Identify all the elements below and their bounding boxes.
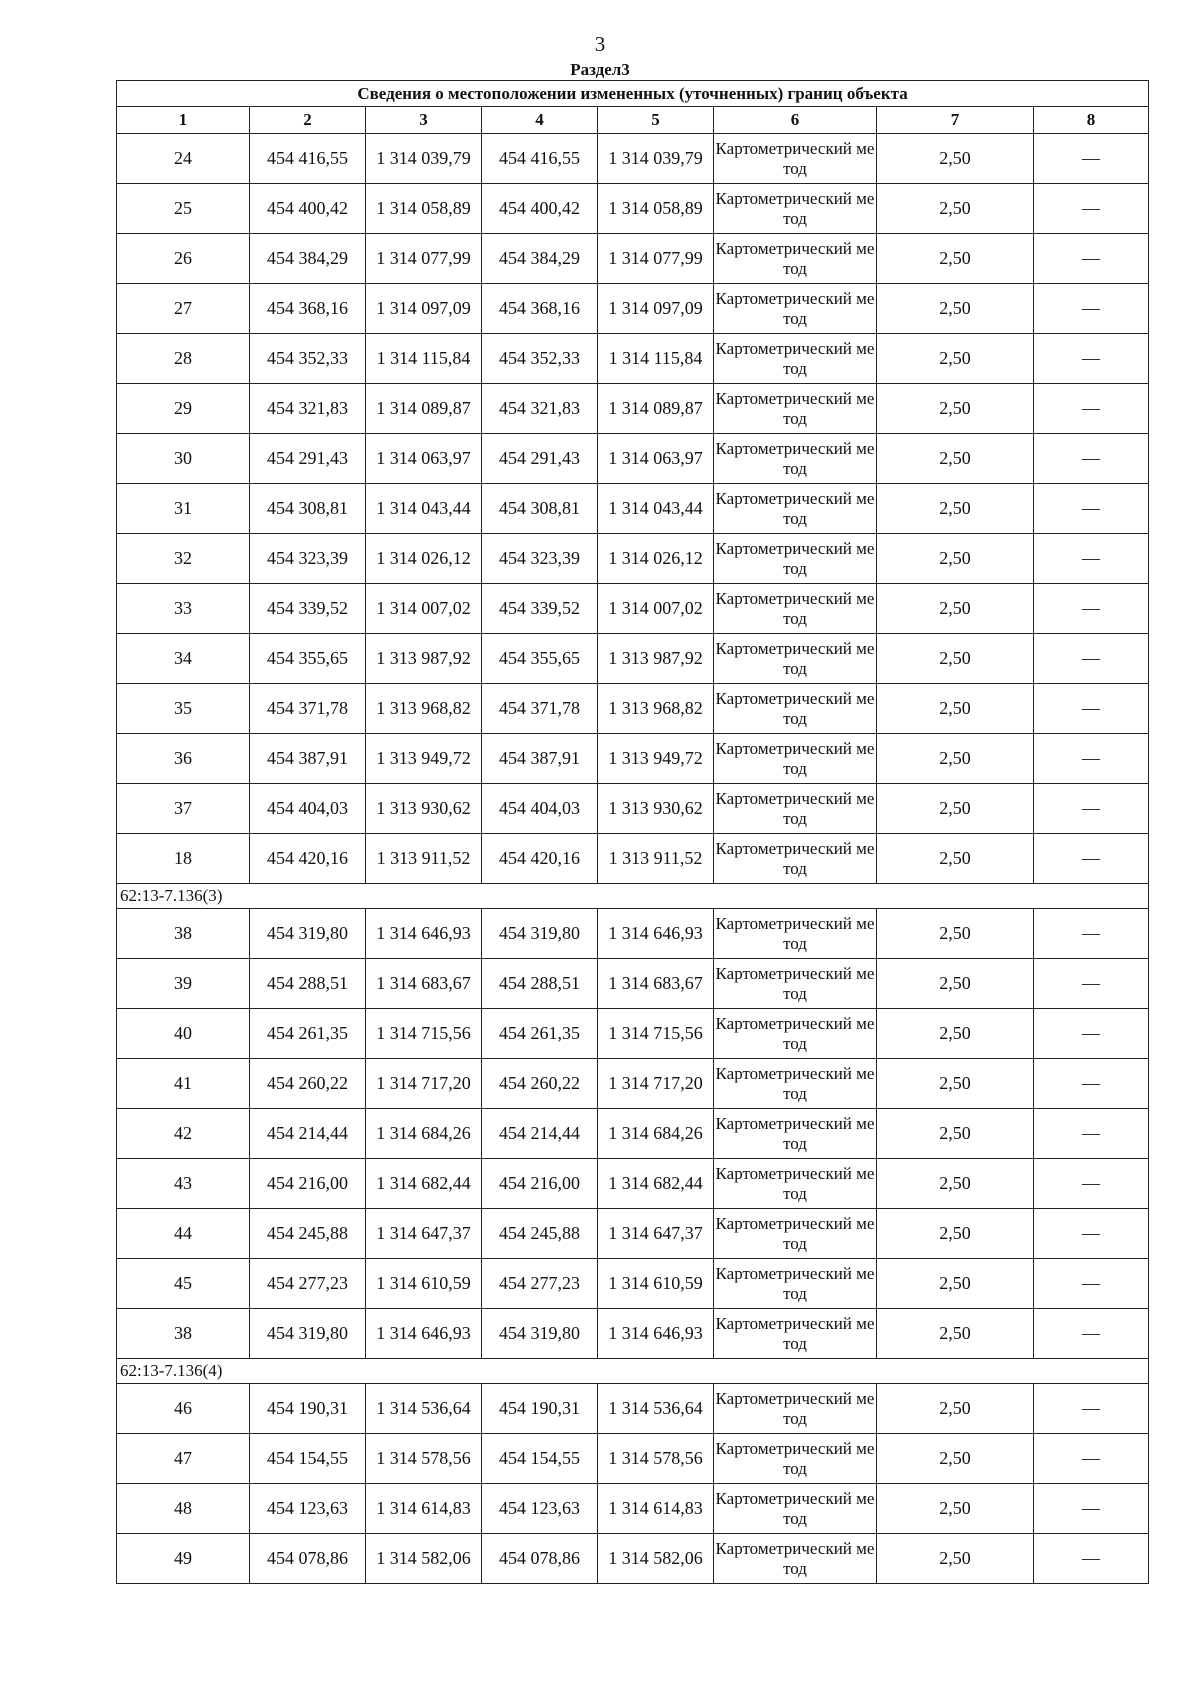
point-number-cell: 48 <box>117 1484 250 1534</box>
table-row <box>117 334 1149 384</box>
table-row <box>117 284 1149 334</box>
table-cell: 1 314 578,56 <box>598 1434 714 1484</box>
point-number-cell: 38 <box>117 1309 250 1359</box>
table-cell: 1 314 007,02 <box>598 584 714 634</box>
table-cell: — <box>1034 534 1149 584</box>
table-row <box>117 1534 1149 1584</box>
table-cell: Картометрический метод <box>714 1009 877 1059</box>
table-cell: 1 313 930,62 <box>598 784 714 834</box>
table-cell: 1 314 614,83 <box>598 1484 714 1534</box>
table-cell: 454 339,52 <box>250 584 366 634</box>
table-row <box>117 784 1149 834</box>
point-number-cell: 33 <box>117 584 250 634</box>
table-cell: 1 314 058,89 <box>598 184 714 234</box>
table-cell: 454 384,29 <box>250 234 366 284</box>
table-row <box>117 959 1149 1009</box>
table-cell: 1 314 610,59 <box>366 1259 482 1309</box>
coordinates-table <box>116 80 1149 1584</box>
table-row <box>117 184 1149 234</box>
table-cell: 1 314 717,20 <box>598 1059 714 1109</box>
table-cell: 454 387,91 <box>250 734 366 784</box>
table-row <box>117 734 1149 784</box>
table-cell: 454 261,35 <box>250 1009 366 1059</box>
table-cell: 454 404,03 <box>250 784 366 834</box>
column-header: 5 <box>598 107 714 134</box>
table-cell: 454 416,55 <box>482 134 598 184</box>
column-header: 1 <box>117 107 250 134</box>
point-number-cell: 42 <box>117 1109 250 1159</box>
table-cell: 454 404,03 <box>482 784 598 834</box>
table-cell: Картометрический метод <box>714 1434 877 1484</box>
table-cell: 1 314 715,56 <box>366 1009 482 1059</box>
table-row <box>117 484 1149 534</box>
table-cell: 2,50 <box>877 734 1034 784</box>
table-cell: 1 314 039,79 <box>598 134 714 184</box>
table-cell: — <box>1034 284 1149 334</box>
table-cell: — <box>1034 834 1149 884</box>
table-row <box>117 909 1149 959</box>
point-number-cell: 47 <box>117 1434 250 1484</box>
column-header: 7 <box>877 107 1034 134</box>
table-cell: Картометрический метод <box>714 1259 877 1309</box>
point-number-cell: 38 <box>117 909 250 959</box>
table-cell: 1 314 682,44 <box>598 1159 714 1209</box>
table-cell: 454 214,44 <box>482 1109 598 1159</box>
table-cell: 2,50 <box>877 1009 1034 1059</box>
table-cell: 454 400,42 <box>250 184 366 234</box>
table-cell: 2,50 <box>877 959 1034 1009</box>
table-cell: 1 314 646,93 <box>598 1309 714 1359</box>
table-cell: 454 154,55 <box>482 1434 598 1484</box>
column-header: 6 <box>714 107 877 134</box>
table-cell: 454 214,44 <box>250 1109 366 1159</box>
table-cell: 454 323,39 <box>482 534 598 584</box>
table-cell: 454 339,52 <box>482 584 598 634</box>
table-row <box>117 1109 1149 1159</box>
table-cell: — <box>1034 1209 1149 1259</box>
table-cell: 1 314 610,59 <box>598 1259 714 1309</box>
table-cell: — <box>1034 1309 1149 1359</box>
table-cell: 2,50 <box>877 434 1034 484</box>
table-cell: 454 400,42 <box>482 184 598 234</box>
table-cell: 1 314 063,97 <box>366 434 482 484</box>
point-number-cell: 37 <box>117 784 250 834</box>
table-cell: 454 123,63 <box>482 1484 598 1534</box>
table-cell: — <box>1034 1434 1149 1484</box>
table-cell: 1 314 646,93 <box>598 909 714 959</box>
table-cell: 454 277,23 <box>482 1259 598 1309</box>
table-cell: — <box>1034 584 1149 634</box>
table-cell: Картометрический метод <box>714 534 877 584</box>
table-cell: 2,50 <box>877 1384 1034 1434</box>
table-cell: 2,50 <box>877 784 1034 834</box>
table-cell: 454 321,83 <box>482 384 598 434</box>
table-cell: — <box>1034 959 1149 1009</box>
table-row <box>117 384 1149 434</box>
table-cell: Картометрический метод <box>714 1059 877 1109</box>
table-cell: 2,50 <box>877 384 1034 434</box>
table-cell: 454 216,00 <box>250 1159 366 1209</box>
table-cell: 1 314 058,89 <box>366 184 482 234</box>
table-cell: 1 314 647,37 <box>598 1209 714 1259</box>
table-cell: 454 368,16 <box>482 284 598 334</box>
table-cell: — <box>1034 1484 1149 1534</box>
table-cell: 1 314 646,93 <box>366 1309 482 1359</box>
table-cell: Картометрический метод <box>714 1309 877 1359</box>
table-cell: 1 313 987,92 <box>366 634 482 684</box>
group-label: 62:13-7.136(4) <box>117 1359 1149 1384</box>
table-cell: — <box>1034 484 1149 534</box>
table-cell: 1 313 968,82 <box>366 684 482 734</box>
table-cell: 1 314 684,26 <box>366 1109 482 1159</box>
group-row <box>117 884 1149 909</box>
table-cell: 1 314 684,26 <box>598 1109 714 1159</box>
table-cell: — <box>1034 734 1149 784</box>
table-cell: 2,50 <box>877 1209 1034 1259</box>
table-cell: 1 313 949,72 <box>598 734 714 784</box>
table-cell: 454 078,86 <box>482 1534 598 1584</box>
table-cell: — <box>1034 909 1149 959</box>
table-cell: 454 308,81 <box>250 484 366 534</box>
table-cell: 454 277,23 <box>250 1259 366 1309</box>
table-cell: 1 314 039,79 <box>366 134 482 184</box>
point-number-cell: 44 <box>117 1209 250 1259</box>
table-cell: — <box>1034 1384 1149 1434</box>
point-number-cell: 46 <box>117 1384 250 1434</box>
column-header: 3 <box>366 107 482 134</box>
table-cell: 1 314 043,44 <box>598 484 714 534</box>
table-cell: 1 314 715,56 <box>598 1009 714 1059</box>
table-cell: — <box>1034 1259 1149 1309</box>
table-cell: 1 314 089,87 <box>598 384 714 434</box>
table-cell: — <box>1034 1059 1149 1109</box>
table-cell: 2,50 <box>877 1109 1034 1159</box>
table-cell: 1 314 646,93 <box>366 909 482 959</box>
table-cell: 1 313 911,52 <box>366 834 482 884</box>
table-row <box>117 1434 1149 1484</box>
table-cell: 454 245,88 <box>250 1209 366 1259</box>
table-cell: 454 371,78 <box>250 684 366 734</box>
table-cell: 454 352,33 <box>482 334 598 384</box>
table-row <box>117 1309 1149 1359</box>
table-row <box>117 584 1149 634</box>
table-cell: 2,50 <box>877 1534 1034 1584</box>
table-cell: 454 319,80 <box>482 909 598 959</box>
table-cell: 2,50 <box>877 134 1034 184</box>
table-row <box>117 1259 1149 1309</box>
column-header: 2 <box>250 107 366 134</box>
group-row <box>117 1359 1149 1384</box>
table-cell: 454 288,51 <box>250 959 366 1009</box>
table-cell: 2,50 <box>877 909 1034 959</box>
table-cell: Картометрический метод <box>714 1109 877 1159</box>
table-cell: 454 355,65 <box>250 634 366 684</box>
table-cell: 454 355,65 <box>482 634 598 684</box>
table-cell: 454 371,78 <box>482 684 598 734</box>
table-cell: — <box>1034 1534 1149 1584</box>
table-cell: Картометрический метод <box>714 184 877 234</box>
table-row <box>117 434 1149 484</box>
table-cell: 1 313 949,72 <box>366 734 482 784</box>
table-cell: 2,50 <box>877 1434 1034 1484</box>
table-row <box>117 1059 1149 1109</box>
table-cell: — <box>1034 1109 1149 1159</box>
table-cell: 1 314 614,83 <box>366 1484 482 1534</box>
table-cell: 2,50 <box>877 584 1034 634</box>
table-cell: 2,50 <box>877 834 1034 884</box>
table-cell: 1 314 007,02 <box>366 584 482 634</box>
point-number-cell: 30 <box>117 434 250 484</box>
point-number-cell: 35 <box>117 684 250 734</box>
table-cell: 1 314 026,12 <box>598 534 714 584</box>
point-number-cell: 29 <box>117 384 250 434</box>
table-cell: 2,50 <box>877 1259 1034 1309</box>
table-cell: Картометрический метод <box>714 384 877 434</box>
table-cell: — <box>1034 1159 1149 1209</box>
table-cell: 454 260,22 <box>250 1059 366 1109</box>
point-number-cell: 43 <box>117 1159 250 1209</box>
group-label: 62:13-7.136(3) <box>117 884 1149 909</box>
point-number-cell: 36 <box>117 734 250 784</box>
page-number: 3 <box>594 32 606 56</box>
point-number-cell: 41 <box>117 1059 250 1109</box>
table-cell: 454 216,00 <box>482 1159 598 1209</box>
table-cell: 454 190,31 <box>482 1384 598 1434</box>
table-cell: 1 313 911,52 <box>598 834 714 884</box>
table-cell: — <box>1034 434 1149 484</box>
table-cell: 1 314 026,12 <box>366 534 482 584</box>
table-cell: Картометрический метод <box>714 1209 877 1259</box>
table-cell: — <box>1034 1009 1149 1059</box>
table-cell: — <box>1034 134 1149 184</box>
table-cell: 1 314 043,44 <box>366 484 482 534</box>
table-cell: — <box>1034 634 1149 684</box>
table-cell: 1 314 578,56 <box>366 1434 482 1484</box>
point-number-cell: 32 <box>117 534 250 584</box>
table-cell: 1 314 536,64 <box>366 1384 482 1434</box>
table-cell: 454 416,55 <box>250 134 366 184</box>
table-cell: 454 245,88 <box>482 1209 598 1259</box>
table-cell: 454 352,33 <box>250 334 366 384</box>
point-number-cell: 39 <box>117 959 250 1009</box>
table-cell: 1 314 115,84 <box>598 334 714 384</box>
table-cell: — <box>1034 334 1149 384</box>
table-row <box>117 534 1149 584</box>
table-cell: Картометрический метод <box>714 234 877 284</box>
table-cell: 454 123,63 <box>250 1484 366 1534</box>
table-cell: Картометрический метод <box>714 134 877 184</box>
table-row <box>117 1159 1149 1209</box>
table-cell: 2,50 <box>877 1059 1034 1109</box>
table-cell: 1 313 968,82 <box>598 684 714 734</box>
table-row <box>117 684 1149 734</box>
column-header-row <box>117 107 1149 134</box>
table-cell: 454 420,16 <box>250 834 366 884</box>
section-title: Раздел3 <box>570 60 630 79</box>
table-cell: 454 368,16 <box>250 284 366 334</box>
table-cell: 1 314 682,44 <box>366 1159 482 1209</box>
table-cell: 1 314 115,84 <box>366 334 482 384</box>
table-cell: Картометрический метод <box>714 1484 877 1534</box>
table-cell: — <box>1034 384 1149 434</box>
table-cell: 2,50 <box>877 1484 1034 1534</box>
table-cell: 2,50 <box>877 1159 1034 1209</box>
table-cell: 454 420,16 <box>482 834 598 884</box>
table-cell: 454 078,86 <box>250 1534 366 1584</box>
point-number-cell: 18 <box>117 834 250 884</box>
table-cell: 454 319,80 <box>250 1309 366 1359</box>
column-header: 8 <box>1034 107 1149 134</box>
table-cell: 1 314 097,09 <box>366 284 482 334</box>
table-cell: 1 314 683,67 <box>598 959 714 1009</box>
table-cell: 1 314 089,87 <box>366 384 482 434</box>
point-number-cell: 24 <box>117 134 250 184</box>
table-cell: 2,50 <box>877 284 1034 334</box>
table-cell: 2,50 <box>877 684 1034 734</box>
table-cell: Картометрический метод <box>714 284 877 334</box>
table-cell: 1 314 063,97 <box>598 434 714 484</box>
table-cell: Картометрический метод <box>714 334 877 384</box>
table-cell: 454 288,51 <box>482 959 598 1009</box>
table-cell: 454 154,55 <box>250 1434 366 1484</box>
point-number-cell: 49 <box>117 1534 250 1584</box>
table-cell: 1 314 582,06 <box>598 1534 714 1584</box>
table-cell: 454 321,83 <box>250 384 366 434</box>
table-cell: 1 314 536,64 <box>598 1384 714 1434</box>
table-cell: — <box>1034 784 1149 834</box>
table-cell: Картометрический метод <box>714 834 877 884</box>
table-cell: 1 314 077,99 <box>598 234 714 284</box>
table-cell: — <box>1034 684 1149 734</box>
table-cell: 2,50 <box>877 1309 1034 1359</box>
table-cell: Картометрический метод <box>714 909 877 959</box>
table-caption-row <box>117 81 1149 107</box>
table-cell: Картометрический метод <box>714 1384 877 1434</box>
table-cell: 1 313 930,62 <box>366 784 482 834</box>
table-cell: 2,50 <box>877 334 1034 384</box>
table-cell: 454 319,80 <box>250 909 366 959</box>
table-row <box>117 834 1149 884</box>
table-cell: Картометрический метод <box>714 1534 877 1584</box>
table-cell: 454 260,22 <box>482 1059 598 1109</box>
table-cell: 454 261,35 <box>482 1009 598 1059</box>
point-number-cell: 26 <box>117 234 250 284</box>
table-caption: Сведения о местоположении измененных (уточненных) границ объекта <box>117 81 1149 107</box>
table-row <box>117 134 1149 184</box>
table-cell: 454 291,43 <box>482 434 598 484</box>
table-row <box>117 1384 1149 1434</box>
table-cell: 1 314 647,37 <box>366 1209 482 1259</box>
table-cell: 454 323,39 <box>250 534 366 584</box>
table-cell: Картометрический метод <box>714 784 877 834</box>
table-cell: — <box>1034 184 1149 234</box>
table-cell: 454 291,43 <box>250 434 366 484</box>
point-number-cell: 34 <box>117 634 250 684</box>
table-cell: 2,50 <box>877 634 1034 684</box>
table-body <box>117 134 1149 1584</box>
table-cell: 1 314 077,99 <box>366 234 482 284</box>
table-cell: Картометрический метод <box>714 634 877 684</box>
table-cell: Картометрический метод <box>714 484 877 534</box>
table-cell: 454 308,81 <box>482 484 598 534</box>
point-number-cell: 31 <box>117 484 250 534</box>
table-cell: 2,50 <box>877 484 1034 534</box>
table-cell: 454 190,31 <box>250 1384 366 1434</box>
point-number-cell: 27 <box>117 284 250 334</box>
point-number-cell: 45 <box>117 1259 250 1309</box>
table-row <box>117 234 1149 284</box>
table-row <box>117 1209 1149 1259</box>
table-cell: 2,50 <box>877 234 1034 284</box>
table-cell: Картометрический метод <box>714 734 877 784</box>
table-cell: 1 314 717,20 <box>366 1059 482 1109</box>
table-cell: 454 319,80 <box>482 1309 598 1359</box>
table-cell: Картометрический метод <box>714 1159 877 1209</box>
table-cell: 1 313 987,92 <box>598 634 714 684</box>
table-cell: 1 314 097,09 <box>598 284 714 334</box>
table-cell: 454 384,29 <box>482 234 598 284</box>
table-cell: 1 314 582,06 <box>366 1534 482 1584</box>
point-number-cell: 40 <box>117 1009 250 1059</box>
table-row <box>117 1484 1149 1534</box>
table-row <box>117 1009 1149 1059</box>
table-cell: Картометрический метод <box>714 434 877 484</box>
table-cell: Картометрический метод <box>714 584 877 634</box>
table-cell: Картометрический метод <box>714 684 877 734</box>
point-number-cell: 28 <box>117 334 250 384</box>
table-cell: 454 387,91 <box>482 734 598 784</box>
table-cell: — <box>1034 234 1149 284</box>
column-header: 4 <box>482 107 598 134</box>
point-number-cell: 25 <box>117 184 250 234</box>
table-cell: Картометрический метод <box>714 959 877 1009</box>
table-cell: 1 314 683,67 <box>366 959 482 1009</box>
table-cell: 2,50 <box>877 534 1034 584</box>
table-row <box>117 634 1149 684</box>
table-cell: 2,50 <box>877 184 1034 234</box>
